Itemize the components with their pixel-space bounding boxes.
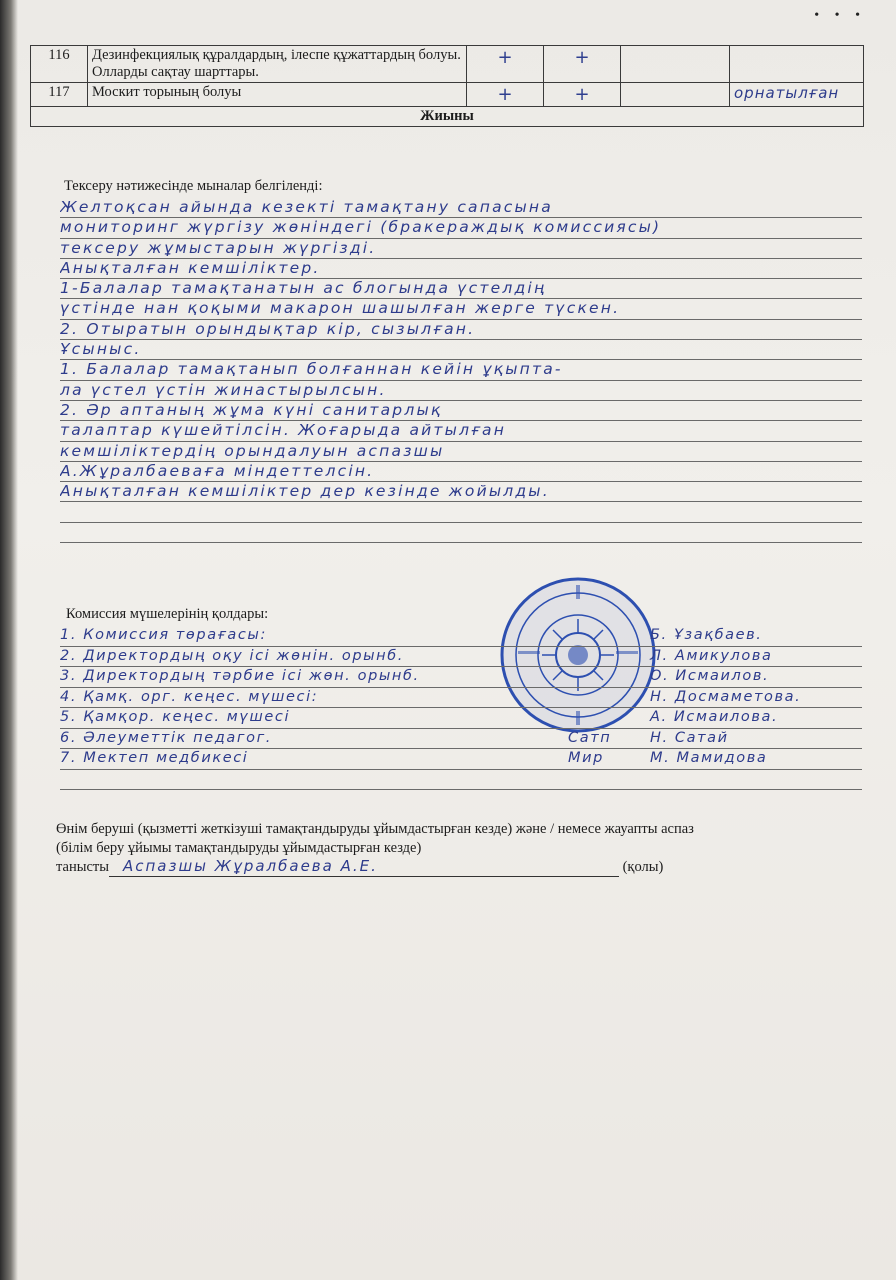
- member-line: [60, 749, 862, 770]
- member-signature: Мир: [568, 750, 604, 766]
- supplier-text-line2: (білім беру ұйымы тамақтандыруды ұйымдастырған кезде): [56, 840, 422, 856]
- row-text: Москит торының болуы: [88, 83, 467, 107]
- punch-holes: • • •: [814, 8, 866, 23]
- page-shadow-edge: [0, 0, 18, 1280]
- member-name: А. Исмаилова.: [650, 709, 779, 725]
- handwritten-line: Желтоқсан айында кезекті тамақтану сапасына: [60, 198, 862, 218]
- handwritten-line: мониторинг жүргізу жөніндегі (бракераждық комиссиясы): [60, 218, 862, 238]
- member-signatures: [60, 626, 862, 790]
- handwritten-line: ла үстел үстін жинастырылсын.: [60, 381, 862, 401]
- handwritten-line: 2. Отыратын орындықтар кір, сызылған.: [60, 320, 862, 340]
- member-role: 6. Әлеуметтік педагог.: [60, 729, 273, 746]
- member-signature: Сатп: [568, 729, 612, 746]
- handwritten-line: Анықталған кемшіліктер дер кезінде жойылды.: [60, 482, 862, 502]
- handwritten-line: 1-Балалар тамақтанатын ас блогында үстелдің: [60, 279, 862, 299]
- member-role: 3. Директордың тәрбие ісі жөн. орынб.: [60, 668, 420, 684]
- acknowledgement-line: [56, 858, 694, 877]
- members-label: Комиссия мүшелерінің қолдары:: [66, 606, 269, 622]
- member-name: Н. Досмаметова.: [650, 688, 802, 705]
- empty-cell: [621, 83, 730, 107]
- table-row: [31, 46, 864, 83]
- member-line: [60, 708, 862, 729]
- mark-cell: +: [467, 83, 544, 107]
- member-name: Л. Амикулова: [650, 647, 773, 664]
- member-role: 7. Мектеп медбикесі: [60, 750, 249, 766]
- findings-lines: [60, 198, 862, 543]
- member-role: 2. Директордың оқу ісі жөнін. орынб.: [60, 647, 405, 664]
- member-line: [60, 688, 862, 709]
- mark-cell: +: [467, 46, 544, 83]
- member-name: Н. Сатай: [650, 729, 729, 746]
- handwritten-line: А.Жұралбаеваға міндеттелсін.: [60, 462, 862, 482]
- table-row: [31, 83, 864, 107]
- row-text: Дезинфекциялық құралдардың, ілеспе құжаттардың болуы. Олларды сақтау шарттары.: [88, 46, 467, 83]
- member-line: [60, 770, 862, 791]
- member-role: 1. Комиссия төрағасы:: [60, 627, 267, 643]
- handwritten-line: талаптар күшейтілсін. Жоғарыда айтылған: [60, 421, 862, 441]
- empty-cell: [621, 46, 730, 83]
- findings-label: Тексеру нәтижесінде мыналар белгіленді:: [64, 178, 323, 194]
- row-number: 117: [31, 83, 88, 107]
- handwritten-line: 1. Балалар тамақтанып болғаннан кейін ұқыпта-: [60, 360, 862, 380]
- acknowledgement-block: [56, 820, 694, 877]
- supplier-text-line1: Өнім беруші (қызметті жеткізуші тамақтандыруды ұйымдастырған кезде) және / немесе жауапты аспаз: [56, 821, 694, 837]
- member-line: [60, 647, 862, 668]
- member-role: 5. Қамқор. кеңес. мүшесі: [60, 709, 291, 725]
- member-line: [60, 626, 862, 647]
- inspection-table: [30, 45, 864, 127]
- handwritten-line: 2. Әр аптаның жұма күні санитарлық: [60, 401, 862, 421]
- handwritten-line: Ұсыныс.: [60, 340, 862, 360]
- member-line: [60, 729, 862, 750]
- acknowledged-label: танысты: [56, 859, 109, 875]
- total-label: Жиыны: [31, 107, 864, 127]
- acknowledged-value: Аспазшы Жұралбаева А.Е.: [122, 857, 378, 875]
- total-row: [31, 107, 864, 127]
- member-name: О. Исмаилов.: [650, 668, 770, 684]
- handwritten-line: [60, 523, 862, 543]
- member-role: 4. Қамқ. орг. кеңес. мүшесі:: [60, 688, 319, 705]
- member-name: Б. Ұзақбаев.: [650, 627, 763, 643]
- acknowledged-blank: [109, 858, 619, 877]
- member-line: [60, 667, 862, 688]
- handwritten-line: [60, 502, 862, 522]
- handwritten-line: үстінде нан қоқыми макарон шашылған жерге түскен.: [60, 299, 862, 319]
- handwritten-line: тексеру жұмыстарын жүргізді.: [60, 239, 862, 259]
- mark-cell: +: [544, 83, 621, 107]
- note-cell: [730, 46, 864, 83]
- note-cell: орнатылған: [730, 83, 864, 107]
- mark-cell: +: [544, 46, 621, 83]
- signature-label: (қолы): [622, 859, 664, 875]
- row-number: 116: [31, 46, 88, 83]
- handwritten-line: Анықталған кемшіліктер.: [60, 259, 862, 279]
- member-name: М. Мамидова: [650, 750, 768, 766]
- handwritten-line: кемшіліктердің орындалуын аспазшы: [60, 442, 862, 462]
